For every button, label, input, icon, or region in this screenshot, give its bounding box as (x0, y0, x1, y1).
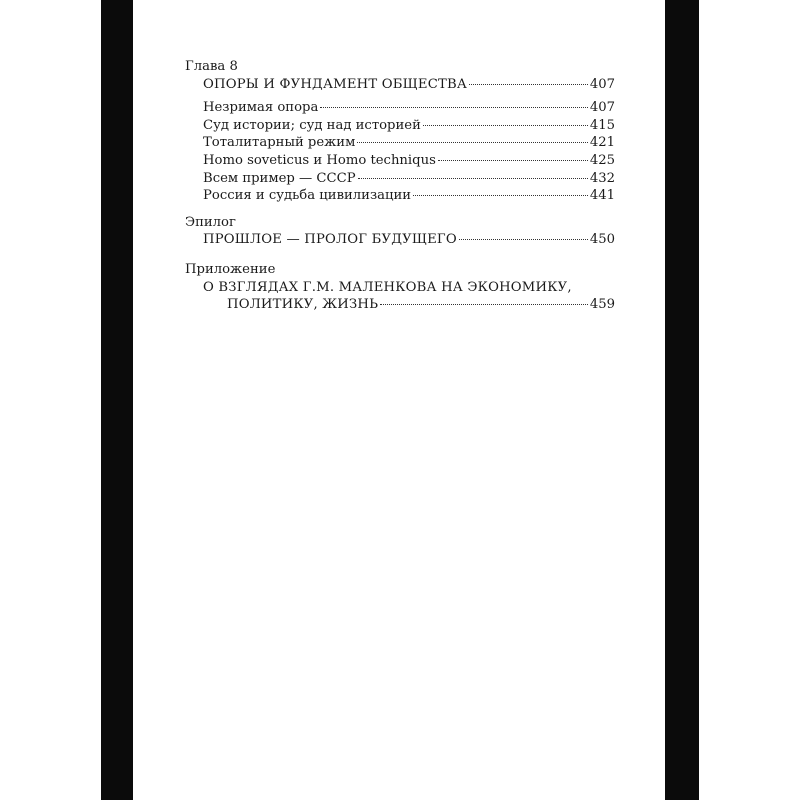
leader-dots (423, 125, 588, 126)
appendix-title-line2: ПОЛИТИКУ, ЖИЗНЬ (227, 297, 379, 313)
subentry-title: Homo soveticus и Homo techniqus (203, 152, 436, 168)
chapter-8-page: 407 (589, 76, 615, 92)
appendix-entry[interactable] (185, 296, 615, 314)
subentry-page: 415 (589, 117, 615, 133)
subentry-title: Тоталитарный режим (203, 135, 356, 151)
leader-dots (358, 178, 588, 179)
toc-subentry[interactable] (185, 152, 615, 170)
subentry-title: Россия и судьба цивилизации (203, 188, 412, 204)
table-of-contents (185, 58, 615, 314)
toc-subentry[interactable] (185, 99, 615, 117)
appendix-page: 459 (589, 297, 615, 313)
toc-subentry[interactable] (185, 134, 615, 152)
epilogue-label: Эпилог (185, 214, 236, 230)
left-dark-border (101, 0, 133, 800)
toc-subentry[interactable] (185, 187, 615, 205)
chapter-8-entry[interactable] (185, 76, 615, 94)
subentry-page: 432 (589, 170, 615, 186)
subentry-page: 441 (589, 188, 615, 204)
right-dark-border (665, 0, 699, 800)
epilogue-page: 450 (589, 232, 615, 248)
toc-subentry[interactable] (185, 117, 615, 135)
toc-subentry[interactable] (185, 170, 615, 188)
leader-dots (320, 107, 587, 108)
epilogue-title: ПРОШЛОЕ — ПРОЛОГ БУДУЩЕГО (203, 232, 457, 248)
subentry-title: Всем пример — СССР (203, 170, 356, 186)
subentry-title: Суд истории; суд над историей (203, 117, 421, 133)
chapter-8-label: Глава 8 (185, 59, 238, 74)
leader-dots (380, 304, 588, 305)
leader-dots (438, 160, 588, 161)
leader-dots (357, 142, 587, 143)
chapter-8-title: ОПОРЫ И ФУНДАМЕНТ ОБЩЕСТВА (203, 76, 468, 92)
leader-dots (459, 239, 588, 240)
appendix-label: Приложение (185, 261, 276, 277)
subentry-page: 407 (589, 100, 615, 116)
leader-dots (413, 195, 588, 196)
chapter-8-subsections (185, 99, 615, 205)
leader-dots (469, 84, 588, 85)
subentry-title: Незримая опора (203, 100, 319, 116)
subentry-page: 425 (589, 152, 615, 168)
epilogue-entry[interactable] (185, 231, 615, 249)
subentry-page: 421 (589, 135, 615, 151)
appendix-title-line1[interactable]: О ВЗГЛЯДАХ Г.М. МАЛЕНКОВА НА ЭКОНОМИКУ, (203, 279, 572, 295)
